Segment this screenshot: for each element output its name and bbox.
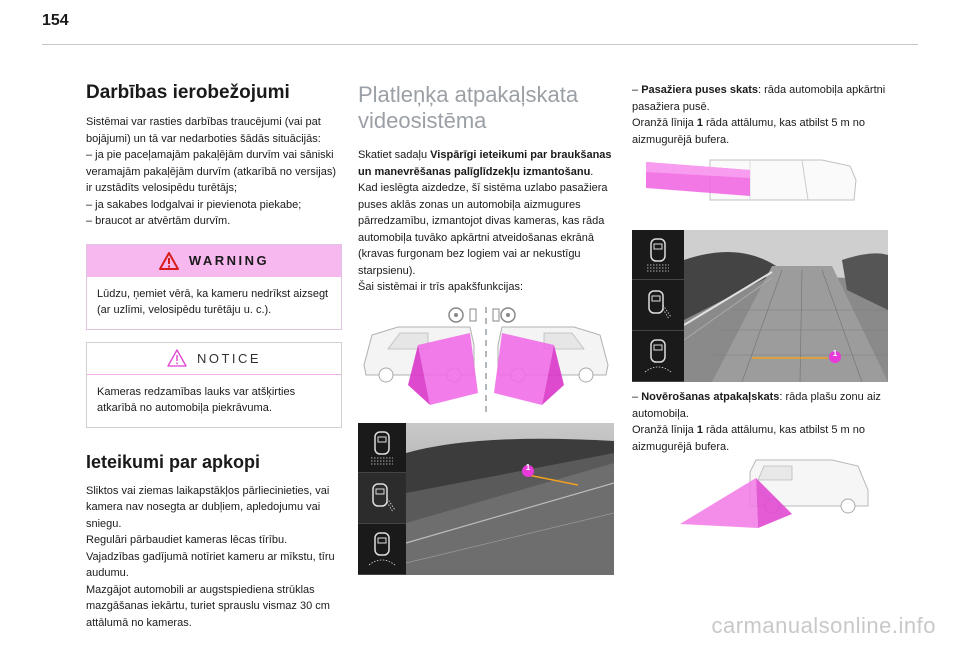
notice-triangle-icon — [167, 349, 187, 367]
limitation-item: – ja sakabes lodgalvai ir pievienota piekabe; — [86, 198, 302, 211]
note-prefix: Oranžā līnija — [632, 424, 697, 436]
view-mode-selector — [632, 230, 684, 382]
wide-rear-zone-illustration — [632, 456, 888, 530]
car-wide-view-icon — [367, 531, 397, 567]
page-number: 154 — [42, 12, 69, 29]
warning-text: Lūdzu, ņemiet vērā, ka kameru nedrīkst aizsegt (ar uzlīmi, velosipēdu turētāju u. c.). — [97, 287, 329, 316]
warning-box — [86, 244, 342, 330]
notice-label: NOTICE — [196, 350, 262, 366]
limitation-item: – ja pie paceļamajām pakaļējām durvīm vai sāniski veramajām pakaļējām durvīm (atkarībā no versijas) ir uzstādīts velosipēdu turētājs; — [86, 149, 337, 194]
view-mode-selector — [358, 423, 406, 575]
dash: – — [632, 84, 642, 96]
subfunction-wide-title — [632, 389, 888, 422]
warning-header — [87, 245, 341, 277]
steering-wheel-icon — [493, 308, 515, 322]
wide-rear-zone — [680, 478, 758, 528]
subfunction-desc: : rāda plašu zonu aiz automobiļa. — [632, 391, 881, 420]
limitations-text — [86, 114, 342, 230]
car-side-view-icon — [643, 287, 673, 323]
mode-rear-standard[interactable] — [632, 230, 684, 280]
warning-triangle-icon — [159, 252, 179, 270]
notice-box — [86, 342, 342, 428]
watermark: carmanualsonline.info — [711, 613, 936, 638]
limitations-intro: Sistēmai var rasties darbības traucējumi (vai pat bojājumi) un tā var nedarboties šādās situācijās: — [86, 116, 321, 145]
subfunction-desc: : rāda automobiļa apkārtni pasažiera pusē. — [632, 84, 886, 113]
car-side-view-icon — [367, 480, 397, 516]
maintenance-paragraph: Regulāri pārbaudiet kameras lēcas tīrību. Vajadzības gadījumā notīriet kameru ar mīkstu, tīru audumu. — [86, 534, 335, 579]
distance-marker-label: 1 — [832, 349, 838, 358]
reference-paragraph — [358, 147, 614, 180]
subfunction-passenger-title — [632, 82, 888, 115]
note-ref: 1 — [696, 424, 703, 436]
section-title-maintenance: Ieteikumi par apkopi — [86, 451, 261, 472]
notice-text: Kameras redzamības lauks var atšķirties atkarībā no automobiļa piekrāvuma. — [97, 385, 296, 414]
subfunction-name: Pasažiera puses skats — [641, 84, 758, 96]
orange-line-note — [632, 422, 888, 455]
mode-wide-rear[interactable] — [632, 331, 684, 382]
car-rear-view-icon — [367, 430, 397, 466]
note-suffix: rāda attālumu, kas atbilst 5 m no aizmugurējā bufera. — [632, 424, 865, 453]
maintenance-text — [86, 483, 342, 632]
maintenance-paragraph: Mazgājot automobili ar augstspiediena strūklas mazgāšanas iekārtu, turiet sprauslu vismaz 30 cm attālumā no kameras. — [86, 583, 330, 629]
passenger-view-zone-illustration — [632, 150, 888, 220]
note-suffix: rāda attālumu, kas atbilst 5 m no aizmugurējā bufera. — [632, 117, 865, 146]
distance-marker-label: 1 — [525, 463, 531, 472]
camera-system-text — [358, 147, 614, 296]
column-limitations — [86, 82, 342, 631]
mode-passenger-side[interactable] — [358, 473, 406, 524]
maintenance-paragraph: Sliktos vai ziemas laikapstākļos pārliecinieties, vai kamera nav nosegta ar dubļiem, apledojumu vai sniegu. — [86, 484, 330, 530]
mode-wide-rear[interactable] — [358, 524, 406, 575]
mode-passenger-side[interactable] — [632, 280, 684, 331]
dash: – — [632, 391, 642, 403]
subfunction-name: Novērošanas atpakaļskats — [641, 391, 780, 403]
camera-screen-standard-view — [632, 230, 888, 382]
notice-header — [87, 343, 341, 375]
steering-wheel-icon — [449, 308, 476, 322]
subfunctions-intro: Šai sistēmai ir trīs apakšfunkcijas: — [358, 281, 524, 294]
column-camera-system — [358, 82, 614, 296]
note-ref: 1 — [696, 117, 703, 129]
mode-rear-standard[interactable] — [358, 423, 406, 473]
subfunction-passenger-text — [632, 82, 888, 148]
column-subfunctions — [632, 82, 888, 148]
system-description: Kad ieslēgta aizdedze, šī sistēma uzlabo pasažiera puses aklās zonas un automobiļa aizmugures pārredzamību, izmantojot divas kameras, kas rāda automobiļa tuvāko apkārtni atveidošanas ekrānā (kravas furgonam bez logiem vai ar nekustīgu starpsienu). — [358, 182, 608, 277]
orange-line-note — [632, 115, 888, 148]
ref-prefix: Skatiet sadaļu — [358, 149, 431, 162]
section-title-camera-system: Platleņķa atpakaļskata videosistēma — [358, 82, 579, 133]
ref-section-name: Vispārīgi ieteikumi par braukšanas un manevrēšanas palīglīdzekļu izmantošanu — [358, 149, 612, 178]
ref-suffix: . — [590, 165, 594, 178]
section-title-limitations: Darbības ierobežojumi — [86, 82, 290, 103]
note-prefix: Oranžā līnija — [632, 117, 697, 129]
warning-label: WARNING — [188, 253, 270, 268]
car-rear-view-icon — [643, 237, 673, 273]
car-wide-view-icon — [643, 338, 673, 374]
subfunction-wide-text — [632, 389, 888, 455]
header-rule — [42, 44, 918, 45]
camera-screen-passenger-view — [358, 423, 614, 575]
camera-zones-illustration — [358, 305, 614, 417]
limitation-item: – braucot ar atvērtām durvīm. — [86, 215, 231, 227]
